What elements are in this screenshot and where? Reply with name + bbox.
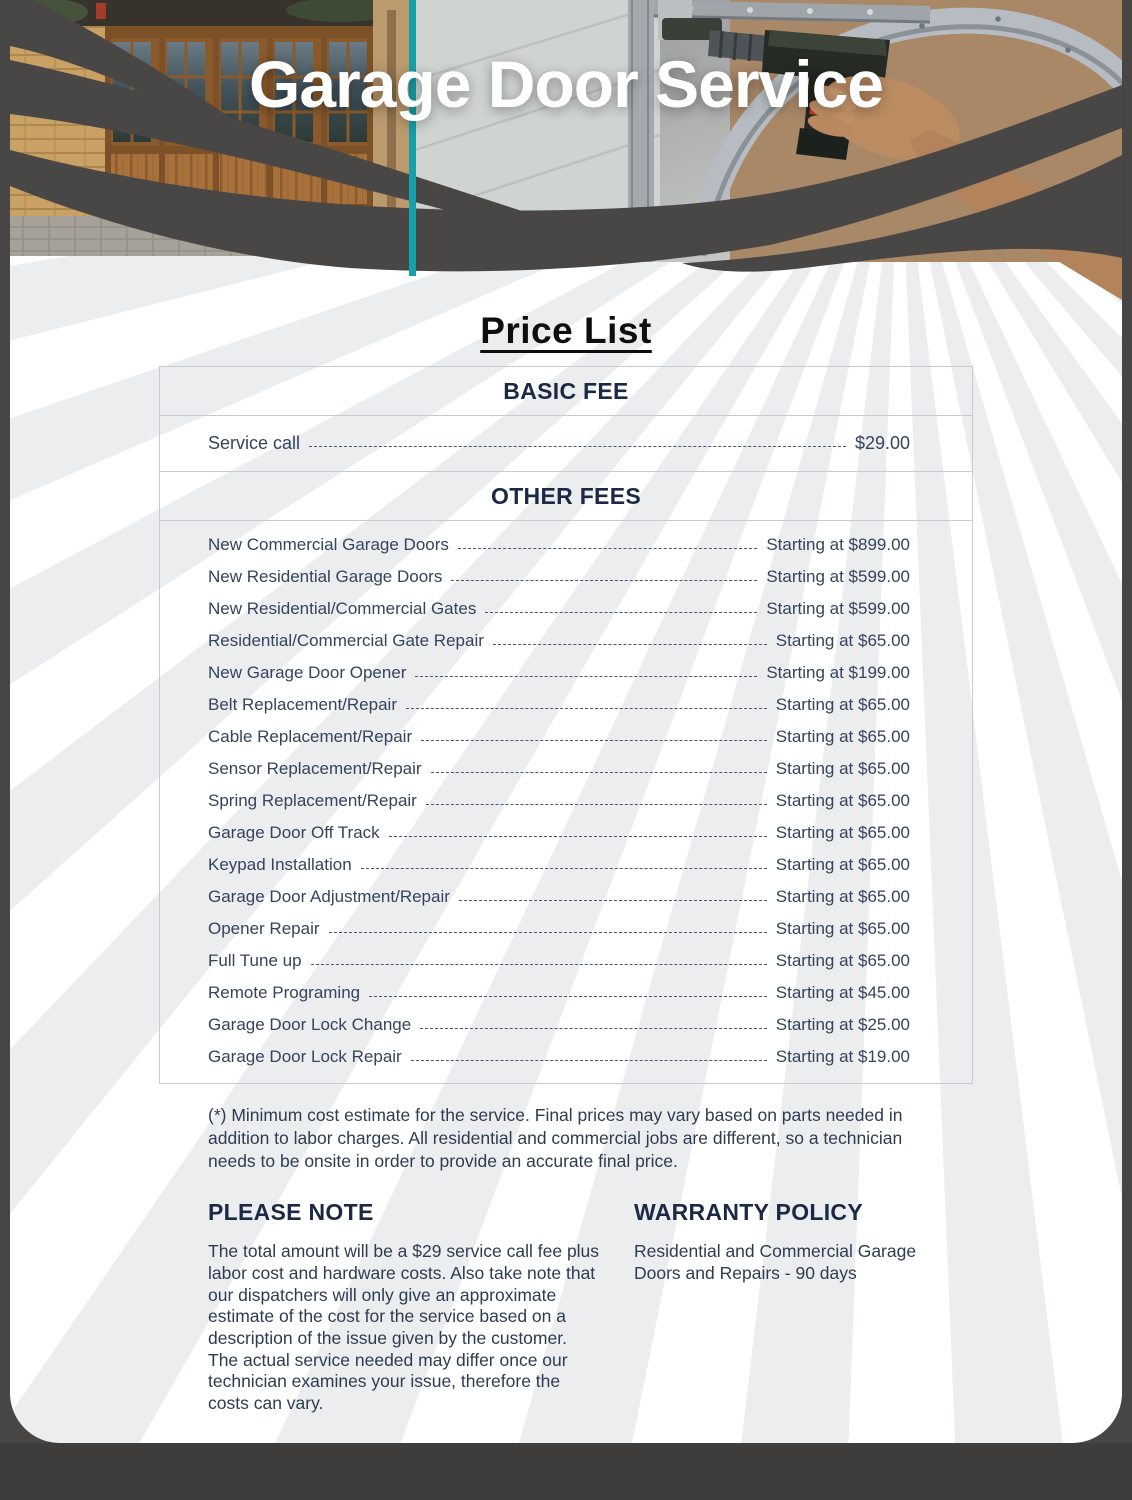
fee-row	[160, 753, 972, 785]
fee-price: Starting at $25.00	[775, 1015, 910, 1034]
fee-label: Residential/Commercial Gate Repair	[208, 631, 484, 650]
dash-leader	[329, 932, 767, 933]
content	[10, 310, 1122, 1415]
fee-label: Sensor Replacement/Repair	[208, 759, 422, 778]
fee-row	[160, 416, 972, 471]
please-note-body: The total amount will be a $29 service call fee plus labor cost and hardware costs. Also take note that our dispatchers will only give an approximate estimate of the cost for the service based on a description of the issue given by the customer. The actual service needed may differ once our technician examines your issue, therefore the costs can vary.	[208, 1241, 600, 1414]
section-heading-other-fees: OTHER FEES	[160, 471, 972, 521]
warranty-heading: WARRANTY POLICY	[634, 1199, 863, 1226]
dash-leader	[311, 964, 767, 965]
fee-price: Starting at $65.00	[775, 695, 910, 714]
fee-price: Starting at $65.00	[775, 727, 910, 746]
fee-label: New Residential/Commercial Gates	[208, 599, 477, 618]
fee-row	[160, 977, 972, 1009]
fee-row	[160, 529, 972, 561]
fee-label: Garage Door Lock Repair	[208, 1047, 402, 1066]
flyer-card	[10, 0, 1122, 1443]
fee-price: Starting at $65.00	[775, 823, 910, 842]
fee-label: Keypad Installation	[208, 855, 352, 874]
fee-label: New Residential Garage Doors	[208, 567, 443, 586]
fee-label: Remote Programing	[208, 983, 361, 1002]
warranty-policy-section	[634, 1199, 964, 1415]
fee-price: Starting at $599.00	[766, 567, 910, 586]
fee-price: Starting at $65.00	[775, 855, 910, 874]
fee-row	[160, 721, 972, 753]
fee-price: Starting at $899.00	[766, 535, 910, 554]
fee-price: Starting at $65.00	[775, 887, 910, 906]
fee-row	[160, 849, 972, 881]
page-title: Garage Door Service	[249, 47, 883, 121]
dash-leader	[459, 900, 767, 901]
dash-leader	[451, 580, 757, 581]
fee-row	[160, 657, 972, 689]
fee-price: $29.00	[854, 433, 910, 453]
fee-row	[160, 625, 972, 657]
fee-price: Starting at $65.00	[775, 759, 910, 778]
dash-leader	[309, 446, 846, 447]
fee-label: Garage Door Off Track	[208, 823, 380, 842]
dash-leader	[421, 740, 767, 741]
dash-leader	[420, 1028, 767, 1029]
fee-row	[160, 593, 972, 625]
fee-row	[160, 913, 972, 945]
fee-row	[160, 561, 972, 593]
dash-leader	[458, 548, 757, 549]
fee-label: Spring Replacement/Repair	[208, 791, 417, 810]
bottom-columns	[208, 1199, 1122, 1415]
footer-band	[0, 1443, 1132, 1500]
fee-label: Cable Replacement/Repair	[208, 727, 413, 746]
fee-row	[160, 817, 972, 849]
section-heading-basic-fee: BASIC FEE	[160, 367, 972, 416]
dash-leader	[361, 868, 767, 869]
fee-price: Starting at $65.00	[775, 631, 910, 650]
fee-price: Starting at $19.00	[775, 1047, 910, 1066]
header	[10, 0, 1122, 300]
dash-leader	[369, 996, 767, 997]
fee-price: Starting at $65.00	[775, 919, 910, 938]
fee-label: Garage Door Lock Change	[208, 1015, 412, 1034]
dash-leader	[493, 644, 767, 645]
dash-leader	[406, 708, 767, 709]
fee-price: Starting at $599.00	[766, 599, 910, 618]
fee-price: Starting at $65.00	[775, 951, 910, 970]
dash-leader	[389, 836, 767, 837]
fee-label: Garage Door Adjustment/Repair	[208, 887, 450, 906]
dash-leader	[411, 1060, 767, 1061]
please-note-section	[208, 1199, 600, 1415]
fee-row	[160, 1041, 972, 1073]
fee-list	[160, 521, 972, 1083]
fee-row	[160, 881, 972, 913]
price-list-title: Price List	[480, 310, 652, 351]
dash-leader	[431, 772, 767, 773]
footnote: (*) Minimum cost estimate for the service. Final prices may vary based on parts needed in addition to labor charges. All residential and commercial jobs are different, so a technician needs to be onsite in order to provide an accurate final price.	[208, 1105, 903, 1172]
price-table	[159, 366, 973, 1084]
please-note-heading: PLEASE NOTE	[208, 1199, 374, 1226]
fee-label: New Garage Door Opener	[208, 663, 407, 682]
fee-label: Service call	[208, 433, 301, 453]
dash-leader	[415, 676, 757, 677]
fee-label: New Commercial Garage Doors	[208, 535, 449, 554]
fee-label: Full Tune up	[208, 951, 302, 970]
fee-row	[160, 689, 972, 721]
fee-label: Belt Replacement/Repair	[208, 695, 397, 714]
fee-label: Opener Repair	[208, 919, 320, 938]
fee-price: Starting at $65.00	[775, 791, 910, 810]
dash-leader	[426, 804, 767, 805]
fee-row	[160, 945, 972, 977]
dash-leader	[485, 612, 757, 613]
fee-row	[160, 785, 972, 817]
fee-price: Starting at $45.00	[775, 983, 910, 1002]
teal-divider	[409, 0, 416, 276]
fee-row	[160, 1009, 972, 1041]
warranty-body: Residential and Commercial Garage Doors and Repairs - 90 days	[634, 1241, 917, 1283]
fee-price: Starting at $199.00	[766, 663, 910, 682]
